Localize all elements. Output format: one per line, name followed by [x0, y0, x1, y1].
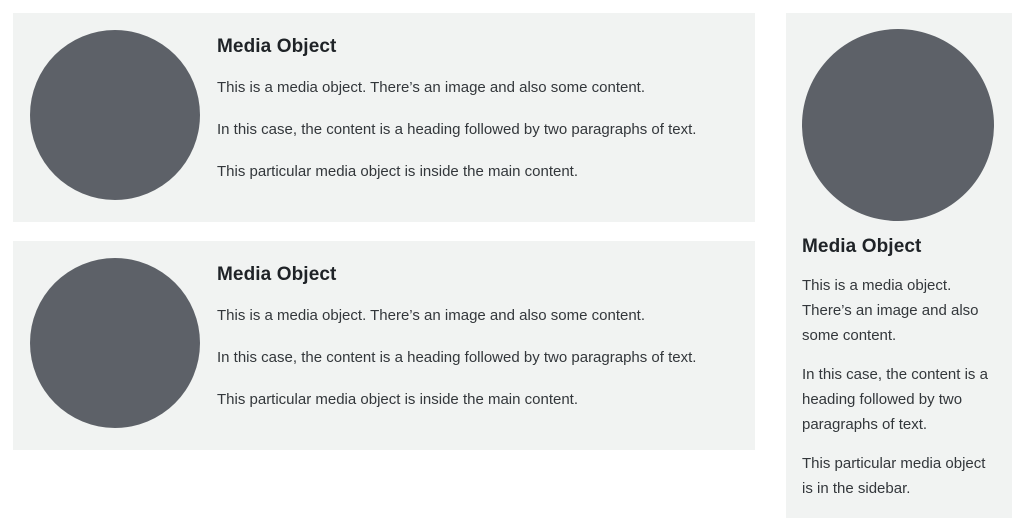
media-object-card: [13, 241, 755, 450]
media-object-body: [217, 30, 696, 200]
media-object-title: Media Object: [217, 36, 337, 57]
media-object-paragraph: This particular media object is inside the main content.: [217, 391, 579, 408]
media-object-paragraph: In this case, the content is a heading followed by two paragraphs of text.: [217, 121, 697, 138]
sidebar-media-object-paragraph: This is a media object. There’s an image and also some content.: [802, 277, 979, 344]
media-object-paragraph: This particular media object is inside the main content.: [217, 163, 579, 180]
sidebar: [786, 13, 1012, 518]
media-object-card: [13, 13, 755, 222]
sidebar-media-object-title: Media Object: [802, 236, 922, 257]
placeholder-circle-image: [30, 30, 200, 200]
main-content: [13, 13, 755, 450]
placeholder-circle-image: [802, 29, 994, 221]
media-object-title: Media Object: [217, 264, 337, 285]
sidebar-media-object-paragraph: This particular media object is in the sidebar.: [802, 455, 986, 497]
media-object-paragraph: This is a media object. There’s an image and also some content.: [217, 79, 646, 96]
media-object-paragraph: This is a media object. There’s an image and also some content.: [217, 307, 646, 324]
sidebar-media-object-paragraph: In this case, the content is a heading followed by two paragraphs of text.: [802, 366, 988, 433]
media-object-body: [217, 258, 696, 428]
placeholder-circle-image: [30, 258, 200, 428]
media-object-paragraph: In this case, the content is a heading followed by two paragraphs of text.: [217, 349, 697, 366]
